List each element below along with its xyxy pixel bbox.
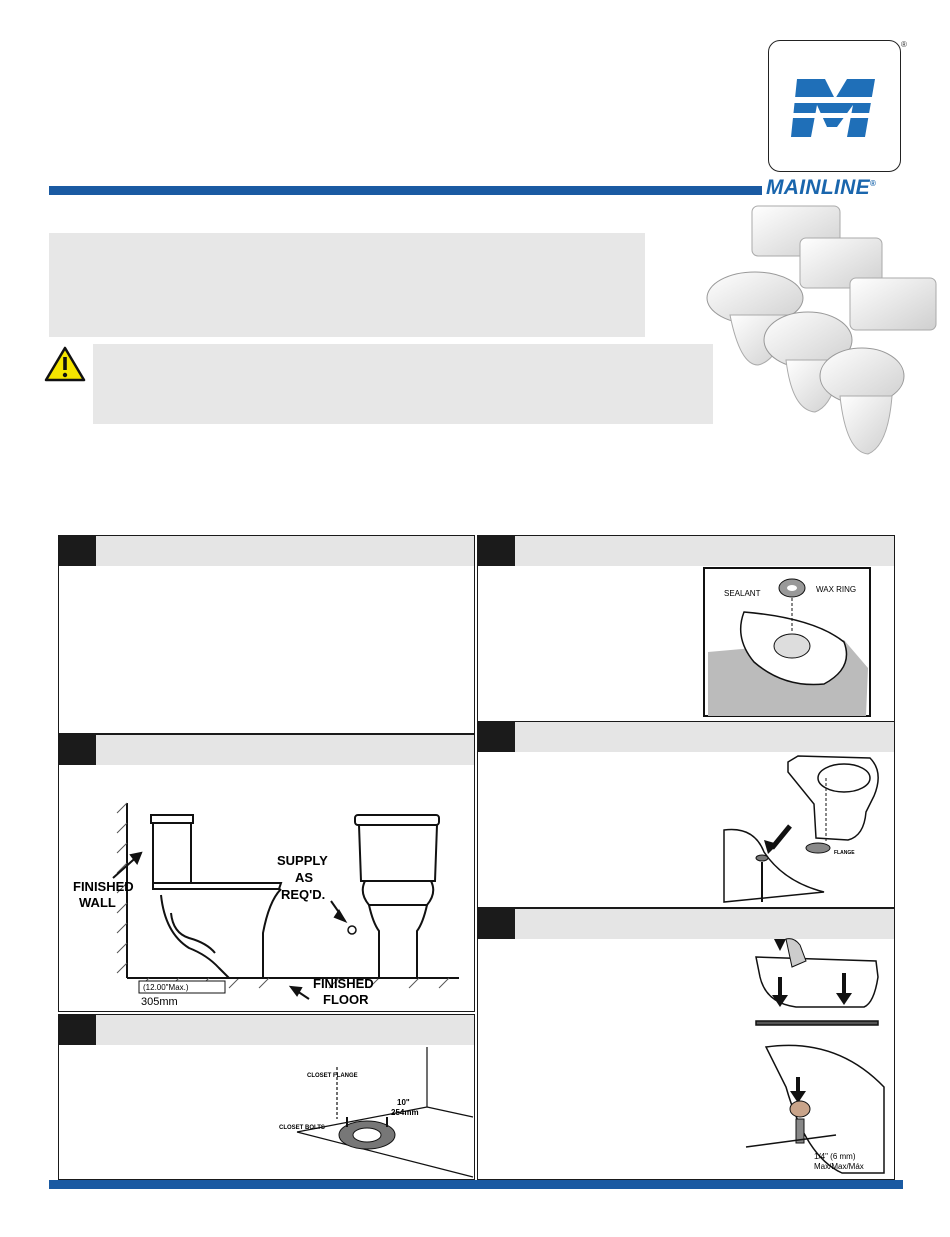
trademark-symbol: ® <box>901 40 907 49</box>
step-number-badge <box>478 909 515 939</box>
closet-bolts-label: CLOSET BOLTS <box>279 1125 325 1131</box>
step-number-badge <box>478 722 515 752</box>
footer-rule <box>49 1180 903 1189</box>
brand-trademark: ® <box>869 179 877 188</box>
step-panel-4 <box>477 535 895 722</box>
gap-max-label: Max/Max/Máx <box>814 1162 864 1171</box>
step-number-badge <box>59 536 96 566</box>
step-number-badge <box>59 1015 96 1045</box>
step-number-badge <box>59 735 96 765</box>
step-panel-2 <box>58 734 475 1012</box>
step-panel-5 <box>477 721 895 908</box>
wax-ring-diagram <box>704 568 872 718</box>
finished-floor-label-2: FLOOR <box>323 992 369 1007</box>
logo-m-mark-icon <box>769 41 900 171</box>
warning-box <box>93 344 713 424</box>
flange-distance-imperial: 10" <box>397 1098 410 1107</box>
finished-wall-label-2: WALL <box>79 895 116 910</box>
closet-flange-diagram <box>277 1047 473 1179</box>
step-panel-6 <box>477 908 895 1180</box>
bowl-placement-diagram <box>724 752 884 906</box>
brand-name <box>766 176 876 200</box>
closet-flange-label: CLOSET FLANGE <box>307 1073 358 1079</box>
finished-wall-label-1: FINISHED <box>73 879 134 894</box>
toilet-product-photo <box>700 200 940 460</box>
rough-in-imperial-label: (12.00"Max.) <box>143 983 189 992</box>
step-header <box>478 536 894 566</box>
step-panel-1 <box>58 535 475 734</box>
finished-floor-label-1: FINISHED <box>313 976 374 991</box>
warning-triangle-icon <box>44 346 86 382</box>
flange-label: FLANGE <box>834 850 855 856</box>
wax-ring-label: WAX RING <box>816 585 857 594</box>
flange-distance-metric: 254mm <box>391 1108 419 1117</box>
step-header <box>478 722 894 752</box>
intro-box <box>49 233 645 337</box>
step-header <box>59 536 474 566</box>
step-number-badge <box>478 536 515 566</box>
sealant-label: SEALANT <box>724 589 761 598</box>
step-panel-3 <box>58 1014 475 1180</box>
brand-name-text: MAINLINE <box>766 176 870 199</box>
header-rule <box>49 186 762 195</box>
mainline-logo <box>768 40 901 172</box>
step-header <box>59 735 474 765</box>
gap-dimension-label: 1/4" (6 mm) <box>814 1152 856 1161</box>
seat-bowl-diagram <box>746 937 886 1177</box>
step-header <box>59 1015 474 1045</box>
supply-label-2: AS <box>295 870 314 885</box>
rough-in-diagram <box>69 783 469 1008</box>
supply-label-1: SUPPLY <box>277 853 328 868</box>
rough-in-metric-label: 305mm <box>141 996 178 1008</box>
supply-label-3: REQ'D. <box>281 887 326 902</box>
step-header <box>478 909 894 939</box>
